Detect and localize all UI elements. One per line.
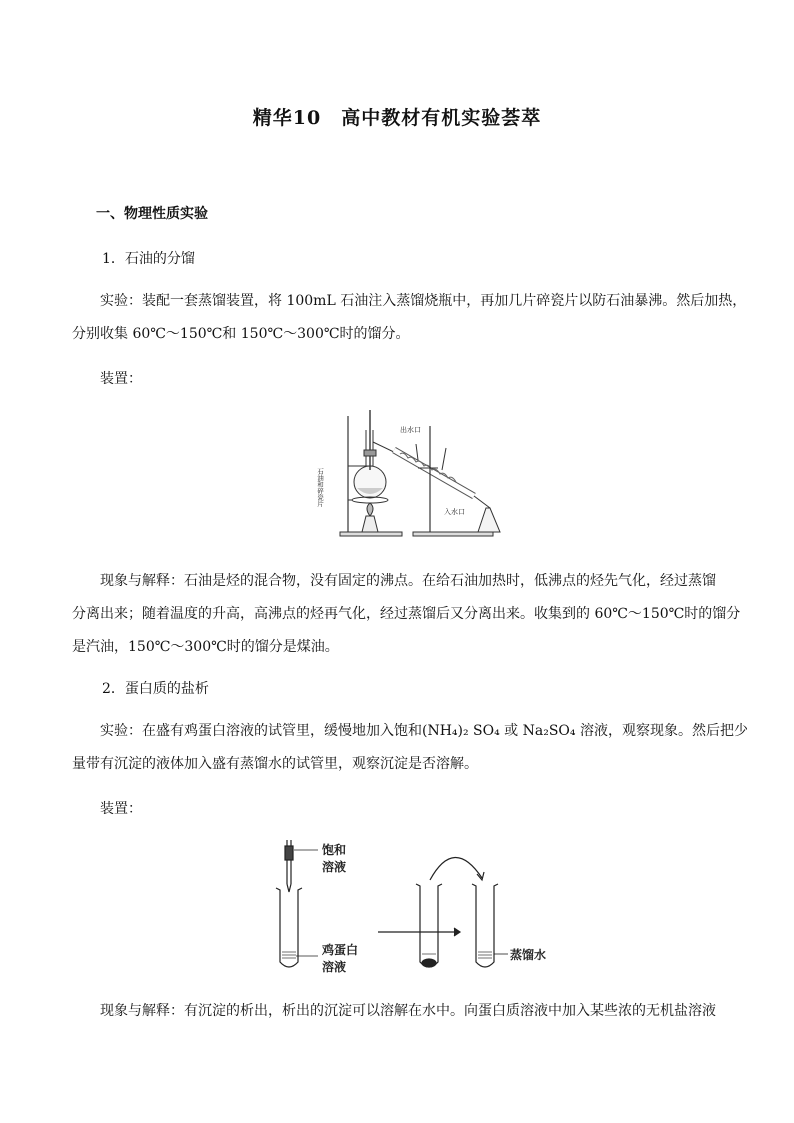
saturated-label-1: 饱和 <box>322 843 347 857</box>
egg-white-label-1: 鸡蛋白 <box>322 943 359 957</box>
egg-white-label-2: 溶液 <box>322 960 347 974</box>
section-heading-physical-properties: 一、物理性质实验 <box>96 206 208 222</box>
saturated-label-2: 溶液 <box>322 860 347 874</box>
paragraph-petroleum-experiment <box>72 285 747 351</box>
distillation-apparatus-figure <box>318 408 514 540</box>
salting-out-figure <box>268 836 568 976</box>
paragraph-protein-phenomenon <box>72 995 728 1028</box>
text-line: 分离出来；随着温度的升高，高沸点的烃再气化，经过蒸馏后又分离出来。收集到的 60℃～150℃时的馏分 <box>72 606 741 622</box>
text-line: 实验：在盛有鸡蛋白溶液的试管里，缓慢地加入饱和(NH₄)₂ SO₄ 或 Na₂SO₄ 溶液，观察现象。然后把少 <box>100 723 748 739</box>
distilled-water-label: 蒸馏水 <box>510 948 547 962</box>
subsection-heading-protein-salting-out: 2．蛋白质的盐析 <box>102 681 209 697</box>
apparatus-label: 装置： <box>100 801 142 817</box>
text-line: 现象与解释：有沉淀的析出，析出的沉淀可以溶解在水中。向蛋白质溶液中加入某些浓的无机盐溶液 <box>100 1003 716 1019</box>
receiving-flask <box>478 508 500 532</box>
paragraph-protein-experiment <box>72 715 748 781</box>
stand-base <box>340 532 402 536</box>
inlet-label: 入水口 <box>444 508 465 516</box>
subsection-heading-petroleum-fractionation: 1．石油的分馏 <box>102 251 195 267</box>
text-line: 实验：装配一套蒸馏装置，将 100mL 石油注入蒸馏烧瓶中，再加几片碎瓷片以防石油暴沸。然后加热， <box>100 293 747 309</box>
flask-content-label: 石油和碎瓷片 <box>316 468 324 507</box>
text-line: 分别收集 60℃～150℃和 150℃～300℃时的馏分。 <box>72 326 410 342</box>
transfer-arrow <box>430 857 482 880</box>
text-line: 是汽油，150℃～300℃时的馏分是煤油。 <box>72 639 339 655</box>
apparatus-label: 装置： <box>100 371 142 387</box>
paragraph-petroleum-phenomenon <box>72 565 741 664</box>
page-title: 精华10 高中教材有机实验荟萃 <box>252 107 542 129</box>
text-line: 量带有沉淀的液体加入盛有蒸馏水的试管里，观察沉淀是否溶解。 <box>72 756 478 772</box>
text-line: 现象与解释：石油是烃的混合物，没有固定的沸点。在给石油加热时，低沸点的烃先气化，经过蒸馏 <box>100 573 716 589</box>
alcohol-burner <box>362 516 378 532</box>
outlet-label: 出水口 <box>400 426 421 434</box>
